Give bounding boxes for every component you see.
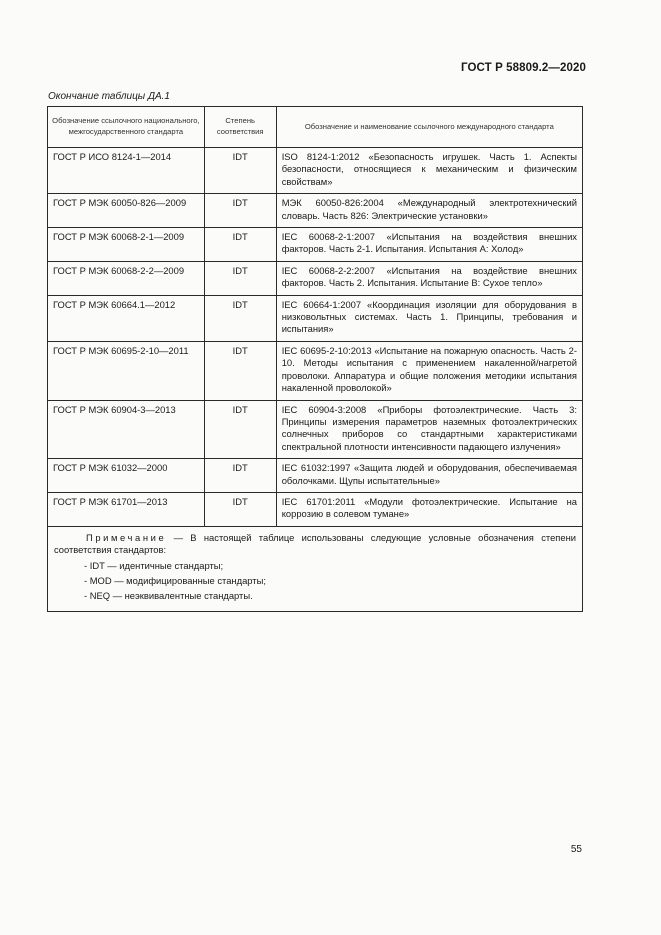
column-header-international: Обозначение и наименование ссылочного международного стандарта <box>276 107 582 148</box>
national-standard-cell: ГОСТ Р МЭК 61701—2013 <box>48 492 205 526</box>
national-standard-cell: ГОСТ Р МЭК 61032—2000 <box>48 459 205 493</box>
note-item-neq: - NEQ — неэквивалентные стандарты. <box>84 590 253 602</box>
international-standard-cell: IEC 61032:1997 «Защита людей и оборудования, обеспечиваемая оболочками. Щупы испытательные» <box>276 459 582 493</box>
table-row <box>48 228 583 262</box>
degree-cell: IDT <box>204 261 276 295</box>
note-item-mod: - MOD — модифицированные стандарты; <box>84 574 266 586</box>
national-standard-cell: ГОСТ Р МЭК 60068-2-2—2009 <box>48 261 205 295</box>
international-standard-cell: IEC 60664-1:2007 «Координация изоляции для оборудования в низковольтных системах. Часть 1. Принципы, требования и испытания» <box>276 295 582 341</box>
national-standard-cell: ГОСТ Р МЭК 60050-826—2009 <box>48 194 205 228</box>
note-row <box>48 526 583 611</box>
degree-cell: IDT <box>204 295 276 341</box>
degree-cell: IDT <box>204 341 276 400</box>
degree-cell: IDT <box>204 492 276 526</box>
table-row <box>48 341 583 400</box>
page-number: 55 <box>570 844 582 855</box>
national-standard-cell: ГОСТ Р МЭК 60068-2-1—2009 <box>48 228 205 262</box>
international-standard-cell: IEC 60904-3:2008 «Приборы фотоэлектрические. Часть 3: Принципы измерения параметров наземных фотоэлектрических солнечных приборов со стандартными характеристиками спектральной плотности интенсивности падающего излучения» <box>276 400 582 459</box>
international-standard-cell: IEC 60068-2-2:2007 «Испытания на воздействие внешних факторов. Часть 2. Испытания. Испытание В: Сухое тепло» <box>276 261 582 295</box>
column-header-degree: Степень соответствия <box>204 107 276 148</box>
note-intro <box>54 532 576 557</box>
national-standard-cell: ГОСТ Р МЭК 60904-3—2013 <box>48 400 205 459</box>
degree-cell: IDT <box>204 459 276 493</box>
national-standard-cell: ГОСТ Р ИСО 8124-1—2014 <box>48 148 205 194</box>
degree-cell: IDT <box>204 148 276 194</box>
international-standard-cell: IEC 61701:2011 «Модули фотоэлектрические. Испытание на коррозию в солевом тумане» <box>276 492 582 526</box>
national-standard-cell: ГОСТ Р МЭК 60695-2-10—2011 <box>48 341 205 400</box>
table-header-row <box>48 107 583 148</box>
table-caption: Окончание таблицы ДА.1 <box>48 91 170 102</box>
degree-cell: IDT <box>204 400 276 459</box>
standards-table <box>47 106 583 612</box>
international-standard-cell: ISO 8124-1:2012 «Безопасность игрушек. Часть 1. Аспекты безопасности, относящиеся к механическим и физическим свойствам» <box>276 148 582 194</box>
national-standard-cell: ГОСТ Р МЭК 60664.1—2012 <box>48 295 205 341</box>
note-label: Примечание <box>86 531 167 543</box>
document-code: ГОСТ Р 58809.2—2020 <box>461 62 586 74</box>
table-row <box>48 400 583 459</box>
international-standard-cell: IEC 60695-2-10:2013 «Испытание на пожарную опасность. Часть 2-10. Методы испытания с применением накаленной/нагретой проволоки. Аппаратура и общие положения методики испытания накаленной проволокой» <box>276 341 582 400</box>
international-standard-cell: IEC 60068-2-1:2007 «Испытания на воздействия внешних факторов. Часть 2-1. Испытания. Испытания А: Холод» <box>276 228 582 262</box>
note-item-idt: - IDT — идентичные стандарты; <box>84 559 224 571</box>
international-standard-cell: МЭК 60050-826:2004 «Международный электротехнический словарь. Часть 826: Электрические установки» <box>276 194 582 228</box>
degree-cell: IDT <box>204 194 276 228</box>
table-row <box>48 492 583 526</box>
table-row <box>48 148 583 194</box>
note-text: — В настоящей таблице использованы следующие условные обозначения степени соответствия стандартов: <box>54 531 576 556</box>
table-row <box>48 194 583 228</box>
degree-cell: IDT <box>204 228 276 262</box>
table-row <box>48 261 583 295</box>
table-row <box>48 295 583 341</box>
column-header-national: Обозначение ссылочного национального, межгосударственного стандарта <box>48 107 205 148</box>
note-cell <box>48 526 583 611</box>
table-row <box>48 459 583 493</box>
